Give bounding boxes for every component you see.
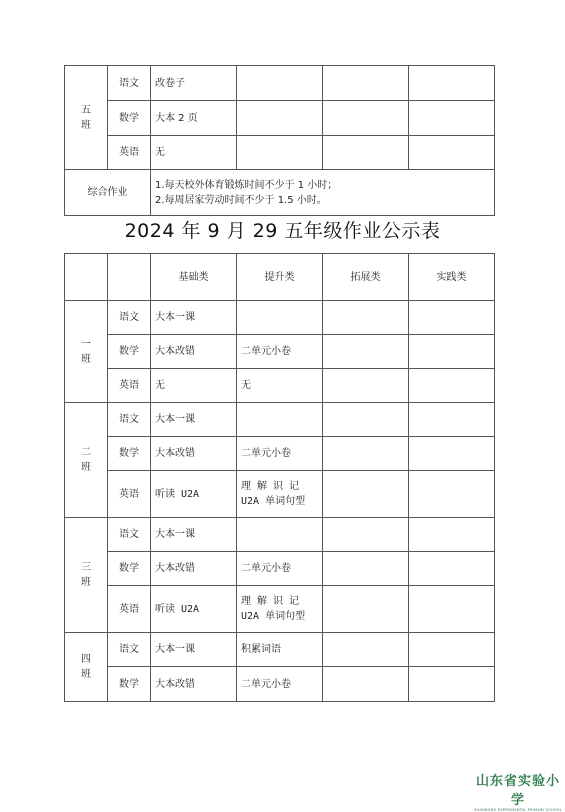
subject-cell: 数学 — [108, 667, 151, 702]
subject-cell: 英语 — [108, 369, 151, 403]
class-label: 四 班 — [65, 633, 108, 702]
expand-cell — [323, 101, 409, 136]
improve-cell — [237, 403, 323, 437]
basic-cell: 大本改错 — [151, 667, 237, 702]
table-row — [65, 667, 495, 702]
table-row — [65, 586, 495, 633]
expand-cell — [323, 667, 409, 702]
table-row — [65, 369, 495, 403]
table-row — [65, 301, 495, 335]
table-row — [65, 101, 495, 136]
subject-cell: 语文 — [108, 633, 151, 667]
practice-cell — [409, 66, 495, 101]
table-row — [65, 518, 495, 552]
summary-row — [65, 170, 495, 216]
basic-cell: 大本改错 — [151, 335, 237, 369]
improve-cell: 理 解 识 记 U2A 单词句型 — [237, 586, 323, 633]
practice-cell — [409, 633, 495, 667]
basic-cell: 无 — [151, 136, 237, 170]
table-row — [65, 552, 495, 586]
improve-cell — [237, 101, 323, 136]
table-row — [65, 66, 495, 101]
improve-cell: 二单元小卷 — [237, 437, 323, 471]
subject-cell: 英语 — [108, 471, 151, 518]
improve-cell: 二单元小卷 — [237, 667, 323, 702]
expand-cell — [323, 518, 409, 552]
basic-cell: 大本一课 — [151, 518, 237, 552]
basic-cell: 听读 U2A — [151, 586, 237, 633]
logo-text-cn: 山东省实验小学 — [475, 774, 560, 808]
class-label: 一 班 — [65, 301, 108, 403]
expand-cell — [323, 403, 409, 437]
improve-cell — [237, 301, 323, 335]
practice-cell — [409, 471, 495, 518]
table-row — [65, 335, 495, 369]
class-label: 三 班 — [65, 518, 108, 633]
subject-cell: 语文 — [108, 66, 151, 101]
expand-cell — [323, 633, 409, 667]
basic-cell: 无 — [151, 369, 237, 403]
improve-cell — [237, 136, 323, 170]
summary-label: 综合作业 — [65, 170, 151, 216]
expand-cell — [323, 437, 409, 471]
homework-table — [64, 253, 495, 702]
practice-cell — [409, 335, 495, 369]
table-row — [65, 403, 495, 437]
subject-cell: 数学 — [108, 552, 151, 586]
subject-cell: 数学 — [108, 437, 151, 471]
expand-cell — [323, 552, 409, 586]
improve-cell: 积累词语 — [237, 633, 323, 667]
logo-text-en: SHANDONG EXPERIMENTAL PRIMARY SCHOOL — [474, 808, 562, 812]
header-cell — [65, 254, 108, 301]
practice-cell — [409, 101, 495, 136]
improve-cell: 无 — [237, 369, 323, 403]
subject-cell: 英语 — [108, 586, 151, 633]
school-logo — [474, 770, 562, 812]
improve-cell: 二单元小卷 — [237, 335, 323, 369]
expand-cell — [323, 471, 409, 518]
practice-cell — [409, 518, 495, 552]
subject-cell: 数学 — [108, 101, 151, 136]
expand-cell — [323, 136, 409, 170]
table-row — [65, 471, 495, 518]
header-row — [65, 254, 495, 301]
expand-cell — [323, 586, 409, 633]
practice-cell — [409, 586, 495, 633]
basic-cell: 听读 U2A — [151, 471, 237, 518]
class-label: 二 班 — [65, 403, 108, 518]
subject-cell: 数学 — [108, 335, 151, 369]
expand-cell — [323, 301, 409, 335]
header-improve: 提升类 — [237, 254, 323, 301]
class-label: 五 班 — [65, 66, 108, 170]
practice-cell — [409, 437, 495, 471]
header-cell — [108, 254, 151, 301]
basic-cell: 大本一课 — [151, 403, 237, 437]
practice-cell — [409, 136, 495, 170]
class5-table — [64, 65, 495, 216]
improve-cell: 理 解 识 记 U2A 单词句型 — [237, 471, 323, 518]
expand-cell — [323, 369, 409, 403]
expand-cell — [323, 335, 409, 369]
summary-line: 1.每天校外体育锻炼时间不少于 1 小时； — [155, 179, 338, 191]
page-title: 2024 年 9 月 29 五年级作业公示表 — [124, 220, 441, 242]
improve-cell: 二单元小卷 — [237, 552, 323, 586]
practice-cell — [409, 403, 495, 437]
basic-cell: 改卷子 — [151, 66, 237, 101]
practice-cell — [409, 369, 495, 403]
expand-cell — [323, 66, 409, 101]
header-basic: 基础类 — [151, 254, 237, 301]
table-row — [65, 437, 495, 471]
basic-cell: 大本改错 — [151, 552, 237, 586]
table-row — [65, 633, 495, 667]
table-row — [65, 136, 495, 170]
subject-cell: 英语 — [108, 136, 151, 170]
practice-cell — [409, 301, 495, 335]
subject-cell: 语文 — [108, 301, 151, 335]
basic-cell: 大本改错 — [151, 437, 237, 471]
subject-cell: 语文 — [108, 403, 151, 437]
improve-cell — [237, 518, 323, 552]
summary-content — [151, 170, 495, 216]
summary-line: 2.每周居家劳动时间不少于 1.5 小时。 — [155, 194, 327, 206]
basic-cell: 大本 2 页 — [151, 101, 237, 136]
subject-cell: 语文 — [108, 518, 151, 552]
header-expand: 拓展类 — [323, 254, 409, 301]
practice-cell — [409, 552, 495, 586]
improve-cell — [237, 66, 323, 101]
basic-cell: 大本一课 — [151, 633, 237, 667]
practice-cell — [409, 667, 495, 702]
basic-cell: 大本一课 — [151, 301, 237, 335]
header-practice: 实践类 — [409, 254, 495, 301]
